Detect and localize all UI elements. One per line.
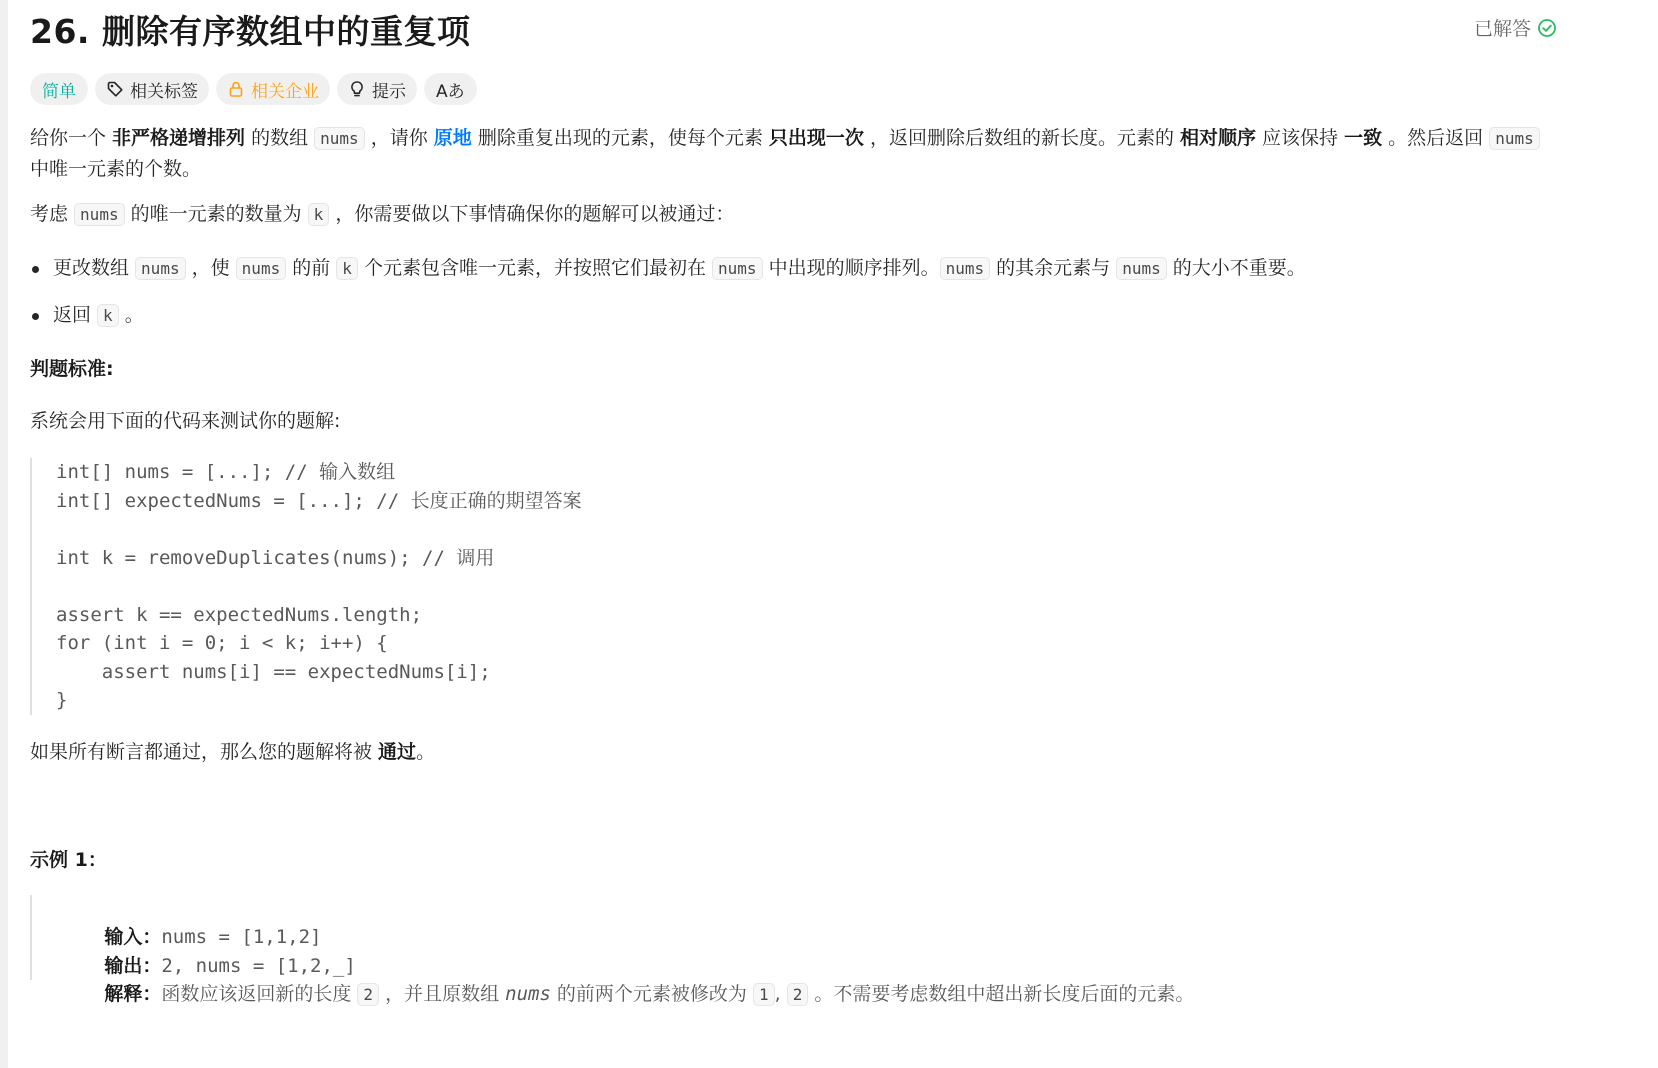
inline-code: nums bbox=[236, 257, 287, 280]
list-item bbox=[30, 253, 1550, 284]
text: 如果所有断言都通过，那么您的题解将被 bbox=[30, 740, 379, 763]
text: 删除重复出现的元素，使每个元素 bbox=[471, 127, 769, 149]
explain-label: 解释： bbox=[104, 983, 162, 1005]
inline-code: nums bbox=[74, 203, 125, 226]
inline-code: k bbox=[308, 203, 330, 226]
judge-text: 系统会用下面的代码来测试你的题解: bbox=[30, 410, 341, 432]
difficulty-label: 简单 bbox=[42, 81, 76, 102]
inline-code: 2 bbox=[357, 983, 379, 1006]
bold-text: 通过 bbox=[378, 740, 417, 763]
inline-code: 1 bbox=[753, 983, 775, 1006]
text: ，请你 bbox=[364, 127, 434, 149]
related-companies-label: 相关企业 bbox=[251, 81, 319, 102]
text: ，返回删除后数组的新长度。元素的 bbox=[863, 127, 1180, 149]
output-value: 2, nums = [1,2,_] bbox=[161, 954, 356, 977]
text: 函数应该返回新的长度 bbox=[161, 983, 358, 1005]
text: 。 bbox=[416, 740, 436, 763]
example-1-block bbox=[30, 895, 1550, 1005]
inline-code: nums bbox=[940, 257, 991, 280]
text: 的前 bbox=[286, 257, 337, 279]
code-line: } bbox=[56, 689, 68, 711]
code-line: int[] nums = [...]; // 输入数组 bbox=[56, 461, 396, 483]
text: 不需要考虑数组中超出新长度后面的元素。 bbox=[833, 983, 1195, 1005]
lightbulb-icon bbox=[348, 80, 366, 98]
text: 。 bbox=[118, 304, 144, 326]
related-companies-button[interactable] bbox=[216, 73, 330, 105]
text: 。 bbox=[808, 983, 834, 1005]
text: 给你一个 bbox=[30, 127, 113, 149]
in-place-link[interactable]: 原地 bbox=[433, 127, 472, 149]
text: 中出现的顺序排列。 bbox=[762, 257, 940, 279]
text: , bbox=[774, 983, 787, 1005]
solved-status-label: 已解答 bbox=[1474, 18, 1532, 40]
text: 返回 bbox=[53, 304, 98, 326]
problem-description-panel bbox=[8, 0, 1658, 1068]
text: 的前两个元素被修改为 bbox=[550, 983, 753, 1005]
check-circle-icon bbox=[1537, 18, 1557, 38]
list-item bbox=[30, 300, 1550, 331]
inline-code: k bbox=[97, 304, 119, 327]
code-line: assert nums[i] == expectedNums[i]; bbox=[56, 660, 491, 683]
text: ，并且原数组 bbox=[379, 983, 506, 1005]
code-line: assert k == expectedNums.length; bbox=[56, 603, 423, 626]
pass-paragraph bbox=[30, 737, 1550, 767]
desc-paragraph-2 bbox=[30, 199, 1550, 230]
judge-code-block bbox=[30, 458, 1550, 715]
code-line bbox=[56, 572, 1550, 601]
problem-title: 26. 删除有序数组中的重复项 bbox=[30, 12, 471, 51]
inline-code: 2 bbox=[787, 983, 809, 1006]
inline-code: nums bbox=[712, 257, 763, 280]
example-input-line bbox=[56, 895, 1550, 948]
bold-text: 一致 bbox=[1344, 127, 1383, 149]
related-tags-button[interactable] bbox=[95, 73, 209, 105]
text: 中唯一元素的个数。 bbox=[30, 158, 202, 180]
problem-tags bbox=[30, 73, 477, 105]
translate-icon: Aあ bbox=[436, 81, 465, 102]
example-1-heading: 示例 1： bbox=[30, 848, 107, 871]
inline-code: nums bbox=[314, 127, 365, 150]
desc-paragraph-1 bbox=[30, 123, 1550, 184]
code-line bbox=[56, 515, 1550, 544]
text: 。然后返回 bbox=[1382, 127, 1490, 149]
inline-code: nums bbox=[1489, 127, 1540, 150]
text: 的其余元素与 bbox=[990, 257, 1117, 279]
bold-text: 非严格递增排列 bbox=[112, 127, 246, 149]
output-label: 输出： bbox=[104, 954, 162, 977]
bold-text: 只出现一次 bbox=[768, 127, 864, 149]
text: 更改数组 bbox=[53, 257, 136, 279]
tag-icon bbox=[106, 80, 124, 98]
translate-button[interactable] bbox=[424, 73, 477, 105]
bold-text: 相对顺序 bbox=[1180, 127, 1257, 149]
input-label: 输入： bbox=[104, 926, 162, 948]
hint-button[interactable] bbox=[337, 73, 417, 105]
problem-content bbox=[30, 123, 1550, 1005]
inline-code: k bbox=[336, 257, 358, 280]
hint-label: 提示 bbox=[372, 81, 406, 102]
text: 的数组 bbox=[245, 127, 315, 149]
related-tags-label: 相关标签 bbox=[130, 81, 198, 102]
italic-text: nums bbox=[505, 983, 551, 1005]
text: 的大小不重要。 bbox=[1166, 257, 1306, 279]
text: 应该保持 bbox=[1256, 127, 1345, 149]
difficulty-badge bbox=[30, 73, 88, 105]
inline-code: nums bbox=[1116, 257, 1167, 280]
text: 的唯一元素的数量为 bbox=[124, 203, 308, 225]
text: 个元素包含唯一元素，并按照它们最初在 bbox=[357, 257, 713, 279]
text: 考虑 bbox=[30, 203, 75, 225]
text: ，你需要做以下事情确保你的题解可以被通过： bbox=[329, 203, 735, 225]
code-line: for (int i = 0; i < k; i++) { bbox=[56, 632, 388, 654]
lock-icon bbox=[227, 80, 245, 98]
solved-status bbox=[1474, 14, 1557, 41]
requirements-list bbox=[30, 253, 1550, 331]
code-line: int k = removeDuplicates(nums); // 调用 bbox=[56, 546, 495, 569]
text: ，使 bbox=[185, 257, 236, 279]
judge-heading: 判题标准: bbox=[30, 358, 114, 380]
inline-code: nums bbox=[135, 257, 186, 280]
code-line: int[] expectedNums = [...]; // 长度正确的期望答案 bbox=[56, 489, 582, 512]
input-value: nums = [1,1,2] bbox=[161, 926, 322, 948]
